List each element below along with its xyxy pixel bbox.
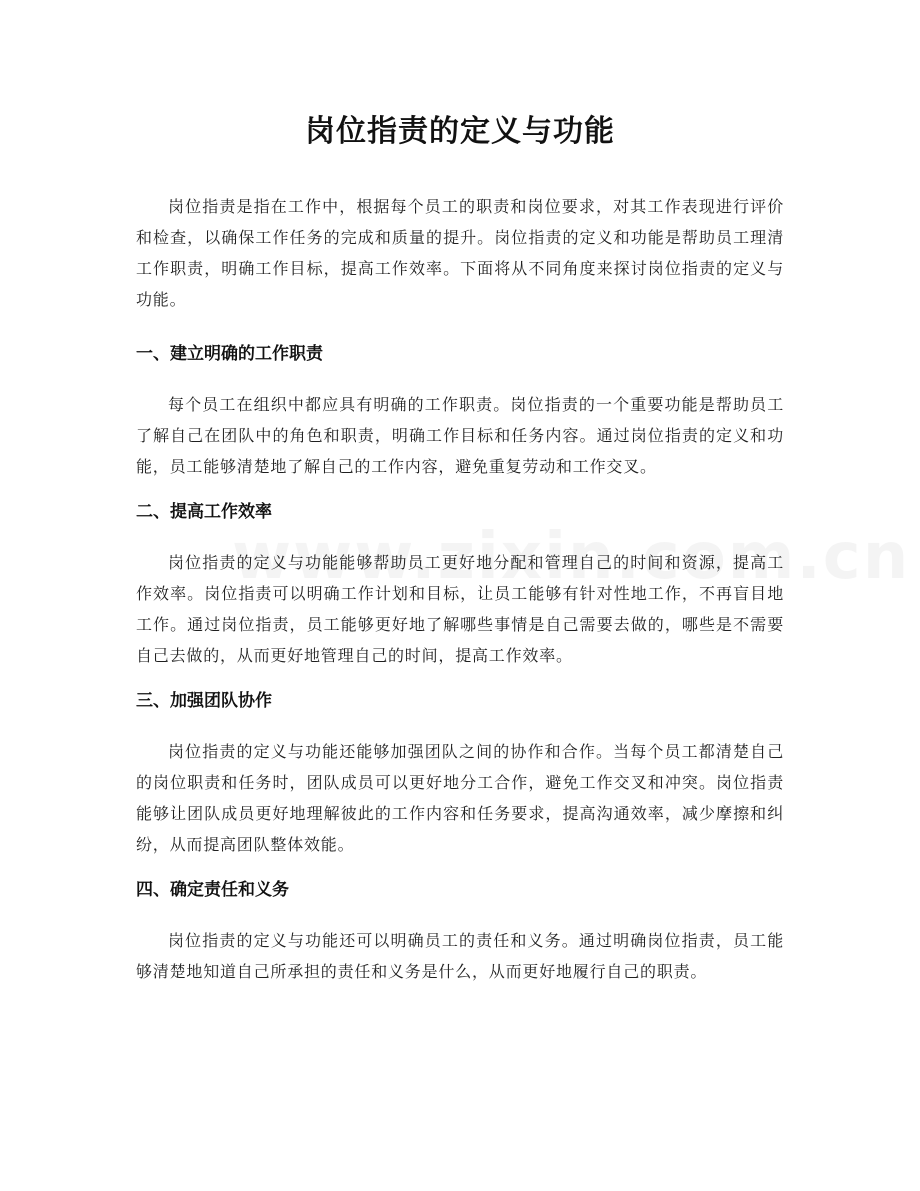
section-body-1: 每个员工在组织中都应具有明确的工作职责。岗位指责的一个重要功能是帮助员工了解自己在团队中的角色和职责，明确工作目标和任务内容。通过岗位指责的定义和功能，员工能够清楚地了解自己的工作内容，避免重复劳动和工作交叉。 — [136, 395, 784, 476]
section-body-2: 岗位指责的定义与功能能够帮助员工更好地分配和管理自己的时间和资源，提高工作效率。岗位指责可以明确工作计划和目标，让员工能够有针对性地工作，不再盲目地工作。通过岗位指责，员工能够更好地了解哪些事情是自己需要去做的，哪些是不需要自己去做的，从而更好地管理自己的时间，提高工作效率。 — [136, 553, 784, 665]
section-body-3: 岗位指责的定义与功能还能够加强团队之间的协作和合作。当每个员工都清楚自己的岗位职责和任务时，团队成员可以更好地分工合作，避免工作交叉和冲突。岗位指责能够让团队成员更好地理解彼此的工作内容和任务要求，提高沟通效率，减少摩擦和纠纷，从而提高团队整体效能。 — [136, 742, 784, 854]
section-heading-1: 一、建立明确的工作职责 — [136, 344, 323, 364]
intro-paragraph: 岗位指责是指在工作中，根据每个员工的职责和岗位要求，对其工作表现进行评价和检查，以确保工作任务的完成和质量的提升。岗位指责的定义和功能是帮助员工理清工作职责，明确工作目标，提高工作效率。下面将从不同角度来探讨岗位指责的定义与功能。 — [136, 197, 784, 309]
section-heading-3: 三、加强团队协作 — [136, 691, 272, 711]
section-heading-4: 四、确定责任和义务 — [136, 880, 289, 900]
page-title: 岗位指责的定义与功能 — [305, 114, 615, 149]
section-heading-2: 二、提高工作效率 — [136, 502, 272, 522]
section-body-4: 岗位指责的定义与功能还可以明确员工的责任和义务。通过明确岗位指责，员工能够清楚地知道自己所承担的责任和义务是什么，从而更好地履行自己的职责。 — [136, 931, 784, 981]
